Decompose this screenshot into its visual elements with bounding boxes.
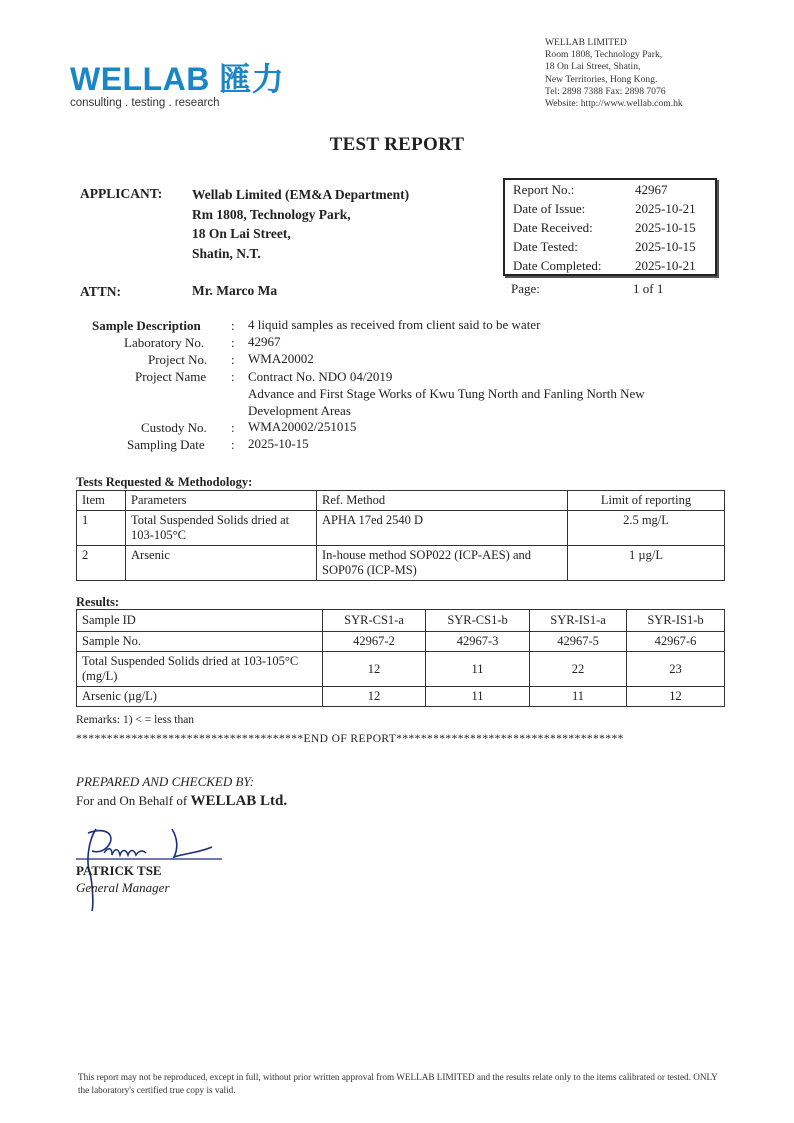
table-row: [77, 610, 725, 632]
attn-label: ATTN:: [80, 284, 122, 299]
footer-disclaimer: This report may not be reproduced, except in full, without prior written approval from WELLAB LIMITED and the results relate only to the items calibrated or tested. ONLY the laboratory's certified true copy is valid.: [78, 1072, 718, 1095]
address-line: New Territories, Hong Kong.: [545, 73, 658, 85]
sample-description-label: Sample Description: [92, 318, 201, 333]
applicant-line: Rm 1808, Technology Park,: [192, 206, 351, 222]
colon: :: [231, 335, 235, 350]
applicant-address: [192, 185, 409, 263]
parameter-cell: Total Suspended Solids dried at 103-105°C: [126, 511, 317, 546]
result-cell: 12: [627, 687, 725, 707]
sample-no-cell: 42967-6: [627, 632, 725, 652]
table-header: Limit of reporting: [568, 491, 725, 511]
tests-table: [76, 490, 725, 581]
applicant-line: Shatin, N.T.: [192, 245, 261, 261]
lab-no-label: Laboratory No.: [124, 335, 205, 350]
company-address: [545, 37, 683, 110]
table-header-row: [77, 491, 725, 511]
sample-id-cell: SYR-IS1-b: [627, 610, 725, 632]
applicant-line: 18 On Lai Street,: [192, 226, 291, 241]
sampling-date-value: 2025-10-15: [248, 436, 309, 451]
table-row: [77, 632, 725, 652]
completed-date-value: 2025-10-21: [635, 258, 696, 273]
sampling-date-label: Sampling Date: [127, 437, 205, 452]
parameter-cell: Arsenic: [126, 546, 317, 581]
sample-id-cell: SYR-IS1-a: [530, 610, 627, 632]
tests-heading: Tests Requested & Methodology:: [76, 475, 253, 489]
received-date-label: Date Received:: [513, 220, 593, 235]
lab-no-value: 42967: [248, 334, 281, 349]
issue-date-label: Date of Issue:: [513, 201, 586, 216]
table-header: Item: [77, 491, 126, 511]
table-row: [77, 652, 725, 687]
signatory-name: PATRICK TSE: [76, 863, 162, 878]
project-name-line: Development Areas: [248, 403, 351, 418]
remarks: Remarks: 1) < = less than: [76, 714, 195, 726]
colon: :: [231, 369, 235, 384]
sample-id-cell: SYR-CS1-a: [323, 610, 426, 632]
result-cell: 22: [530, 652, 627, 687]
method-cell: APHA 17ed 2540 D: [317, 511, 568, 546]
address-line: Website: http://www.wellab.com.hk: [545, 98, 683, 110]
item-cell: 2: [77, 546, 126, 581]
address-line: 18 On Lai Street, Shatin,: [545, 61, 641, 73]
method-cell: In-house method SOP022 (ICP-AES) and SOP076 (ICP-MS): [317, 546, 568, 581]
row-label: Arsenic (µg/L): [77, 687, 323, 707]
table-row: [77, 687, 725, 707]
on-behalf-prefix: For and On Behalf of: [76, 793, 191, 808]
issue-date-value: 2025-10-21: [635, 201, 696, 216]
sample-id-cell: SYR-CS1-b: [426, 610, 530, 632]
limit-cell: 2.5 mg/L: [568, 511, 725, 546]
report-no-label: Report No.:: [513, 182, 575, 197]
project-name-line: Contract No. NDO 04/2019: [248, 369, 393, 384]
project-name-value: [248, 368, 645, 419]
applicant-label: APPLICANT:: [80, 186, 163, 201]
row-label: Sample No.: [77, 632, 323, 652]
address-line: Room 1808, Technology Park,: [545, 49, 663, 61]
company-logo: WELLAB 匯力: [70, 61, 285, 97]
project-no-label: Project No.: [148, 352, 208, 367]
logo-tagline: consulting . testing . research: [70, 97, 220, 109]
sample-no-cell: 42967-5: [530, 632, 627, 652]
on-behalf-line: [76, 793, 287, 810]
tested-date-value: 2025-10-15: [635, 239, 696, 254]
page-value: 1 of 1: [633, 281, 664, 296]
table-header: Ref. Method: [317, 491, 568, 511]
row-label: Sample ID: [77, 610, 323, 632]
applicant-line: Wellab Limited (EM&A Department): [192, 187, 410, 202]
custody-no-value: WMA20002/251015: [248, 419, 357, 434]
tested-date-label: Date Tested:: [513, 239, 578, 254]
table-header: Parameters: [126, 491, 317, 511]
project-name-label: Project Name: [135, 369, 207, 384]
colon: :: [231, 420, 235, 435]
result-cell: 11: [426, 687, 530, 707]
result-cell: 12: [323, 652, 426, 687]
colon: :: [231, 437, 235, 452]
sample-description-value: 4 liquid samples as received from client said to be water: [248, 317, 541, 332]
page-label: Page:: [511, 281, 540, 296]
address-line: WELLAB LIMITED: [545, 37, 627, 48]
result-cell: 11: [530, 687, 627, 707]
row-label: Total Suspended Solids dried at 103-105°C (mg/L): [77, 652, 323, 687]
limit-cell: 1 µg/L: [568, 546, 725, 581]
results-table: [76, 609, 725, 707]
page-title: TEST REPORT: [329, 134, 465, 155]
table-row: [77, 546, 725, 581]
end-of-report-line: *************************************END OF REPORT*************************************: [76, 733, 624, 745]
result-cell: 11: [426, 652, 530, 687]
colon: :: [231, 318, 235, 333]
item-cell: 1: [77, 511, 126, 546]
completed-date-label: Date Completed:: [513, 258, 602, 273]
attn-value: Mr. Marco Ma: [192, 283, 278, 298]
sample-no-cell: 42967-2: [323, 632, 426, 652]
result-cell: 23: [627, 652, 725, 687]
custody-no-label: Custody No.: [141, 420, 207, 435]
result-cell: 12: [323, 687, 426, 707]
report-info-box: [503, 178, 717, 276]
project-no-value: WMA20002: [248, 351, 314, 366]
table-row: [77, 511, 725, 546]
project-name-line: Advance and First Stage Works of Kwu Tung North and Fanling North New: [248, 386, 645, 401]
received-date-value: 2025-10-15: [635, 220, 696, 235]
colon: :: [231, 352, 235, 367]
results-heading: Results:: [76, 595, 120, 609]
address-line: Tel: 2898 7388 Fax: 2898 7076: [545, 85, 666, 97]
sample-no-cell: 42967-3: [426, 632, 530, 652]
report-no-value: 42967: [635, 182, 668, 197]
prepared-label: PREPARED AND CHECKED BY:: [76, 774, 255, 789]
signatory-position: General Manager: [76, 880, 170, 895]
company-name: WELLAB Ltd.: [190, 793, 288, 809]
